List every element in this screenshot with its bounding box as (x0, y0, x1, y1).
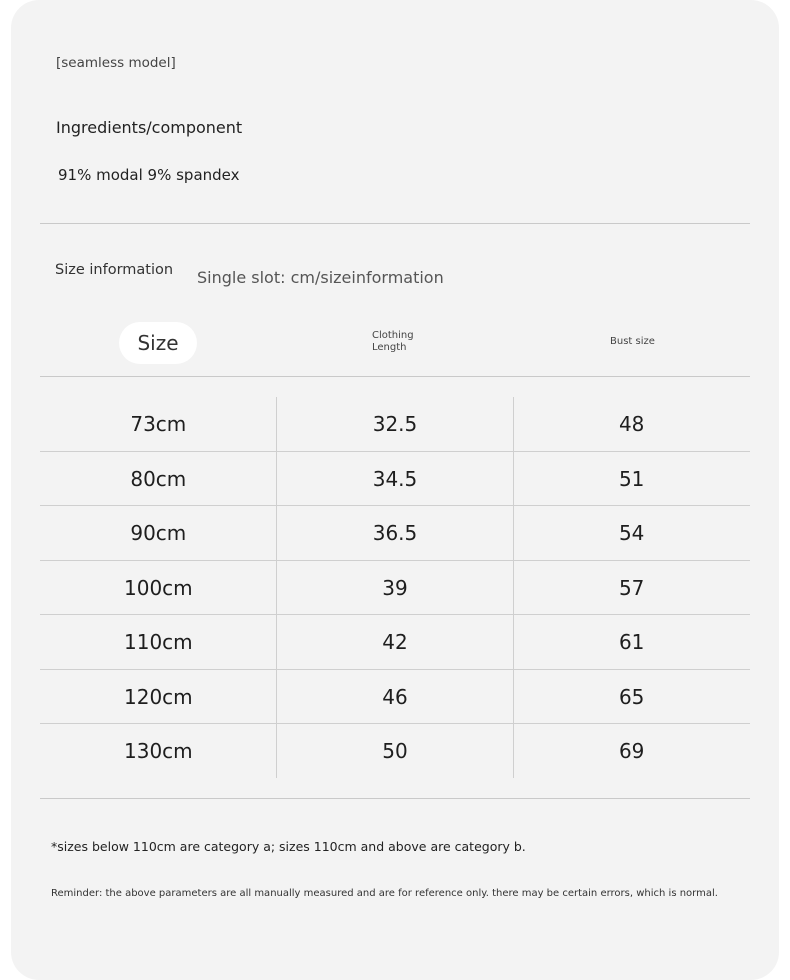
bust-size-column-header: Bust size (610, 336, 655, 347)
size-cell: 110cm (124, 630, 193, 654)
table-row (40, 724, 750, 778)
bust-cell: 61 (618, 630, 645, 654)
table-row (40, 397, 750, 451)
bust-cell: 51 (618, 467, 645, 491)
category-note: *sizes below 110cm are category a; sizes 110cm and above are category b. (51, 839, 526, 854)
table-row (40, 506, 750, 560)
size-column-header (119, 322, 197, 364)
length-cell: 36.5 (372, 521, 418, 545)
ingredients-label: Ingredients/component (56, 118, 243, 137)
table-row (40, 561, 750, 615)
length-header-line2: Length (372, 342, 407, 353)
measurement-reminder: Reminder: the above parameters are all manually measured and are for reference only. there may be certain errors, which is normal. (51, 888, 718, 899)
section-divider (40, 223, 750, 224)
ingredients-value: 91% modal 9% spandex (58, 166, 240, 184)
table-bottom-divider (40, 798, 750, 799)
table-row (40, 670, 750, 724)
length-cell: 39 (382, 576, 408, 600)
length-cell: 46 (382, 685, 408, 709)
length-cell: 34.5 (372, 467, 418, 491)
size-cell: 100cm (124, 576, 193, 600)
length-cell: 42 (382, 630, 408, 654)
model-tag: [seamless model] (56, 55, 176, 71)
table-row (40, 615, 750, 669)
length-cell: 32.5 (372, 412, 418, 436)
length-header-line1: Clothing (372, 330, 414, 341)
size-cell: 90cm (130, 521, 187, 545)
bust-cell: 65 (618, 685, 645, 709)
bust-cell: 69 (618, 739, 645, 763)
length-cell: 50 (382, 739, 408, 763)
bust-cell: 57 (618, 576, 645, 600)
table-header-divider (40, 376, 750, 377)
size-info-label: Size information (55, 262, 174, 278)
size-info-unit-note: Single slot: cm/sizeinformation (197, 268, 444, 287)
size-cell: 130cm (124, 739, 193, 763)
size-cell: 80cm (130, 467, 187, 491)
bust-cell: 48 (618, 412, 645, 436)
size-cell: 120cm (124, 685, 193, 709)
bust-cell: 54 (618, 521, 645, 545)
size-cell: 73cm (130, 412, 187, 436)
table-row (40, 452, 750, 506)
clothing-length-column-header (372, 330, 432, 354)
size-header-label: Size (137, 331, 179, 355)
